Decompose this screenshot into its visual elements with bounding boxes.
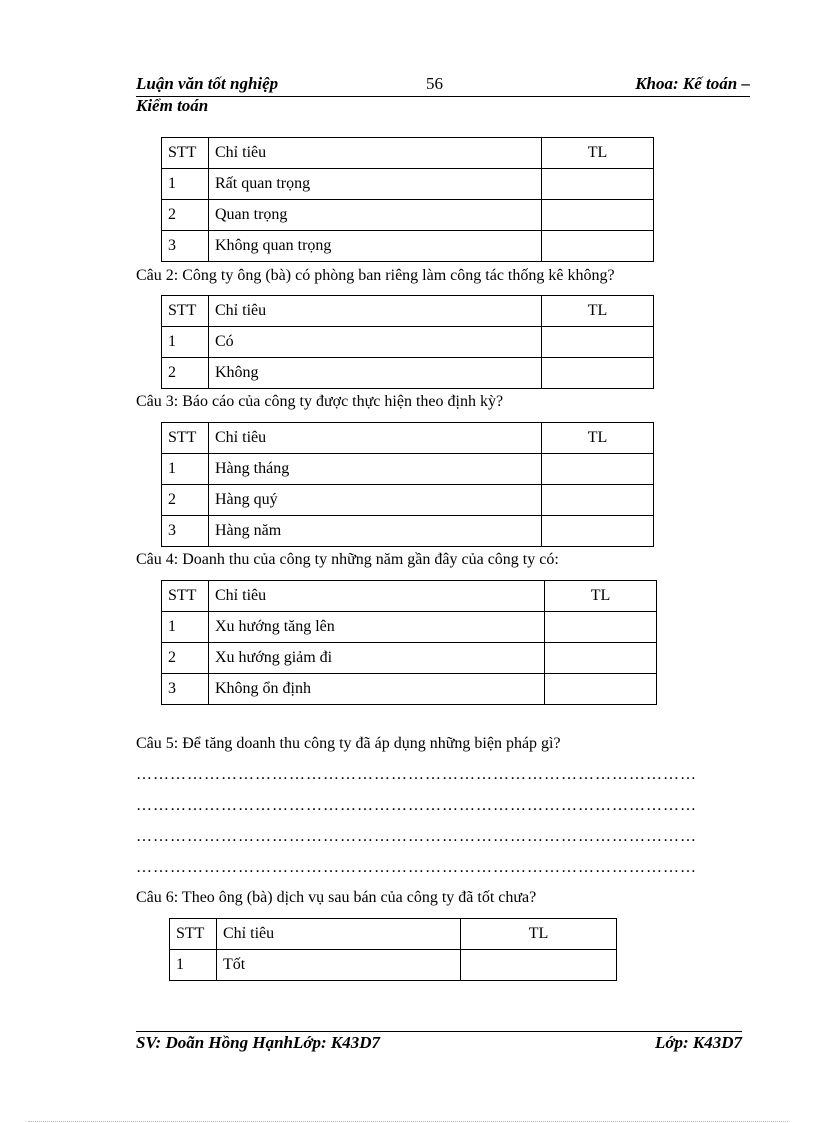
header-rule	[136, 96, 750, 97]
table-q4	[161, 580, 657, 705]
table-header-row	[162, 581, 657, 612]
header-stt: STT	[162, 423, 209, 454]
footer-rule	[136, 1031, 742, 1032]
cell-chi-tieu: Không ổn định	[209, 674, 545, 705]
cell-chi-tieu: Rất quan trọng	[209, 169, 542, 200]
question-5: Câu 5: Để tăng doanh thu công ty đã áp dụng những biện pháp gì?	[136, 735, 561, 752]
header-chi-tieu: Chỉ tiêu	[209, 138, 542, 169]
header-tl: TL	[542, 423, 654, 454]
table-row	[162, 169, 654, 200]
cell-stt: 2	[162, 358, 209, 389]
cell-stt: 1	[162, 612, 209, 643]
answer-line[interactable]: ………………………………………………………………………………………	[136, 859, 697, 876]
cell-stt: 2	[162, 485, 209, 516]
question-3: Câu 3: Báo cáo của công ty được thực hiện theo định kỳ?	[136, 393, 504, 410]
cell-chi-tieu: Hàng năm	[209, 516, 542, 547]
table-q6	[169, 918, 617, 981]
table-row	[162, 327, 654, 358]
table-q2	[161, 295, 654, 389]
header-chi-tieu: Chỉ tiêu	[209, 423, 542, 454]
cell-chi-tieu: Không	[209, 358, 542, 389]
cell-tl[interactable]	[545, 643, 657, 674]
table-row	[162, 516, 654, 547]
cell-stt: 2	[162, 200, 209, 231]
cell-tl[interactable]	[542, 516, 654, 547]
header-department: Khoa: Kế toán –	[635, 74, 750, 93]
table-header-row	[162, 138, 654, 169]
cell-chi-tieu: Không quan trọng	[209, 231, 542, 262]
header-stt: STT	[162, 296, 209, 327]
cell-chi-tieu: Xu hướng tăng lên	[209, 612, 545, 643]
header-tl: TL	[542, 296, 654, 327]
table-header-row	[162, 296, 654, 327]
footer-student: SV: Doãn Hồng HạnhLớp: K43D7	[136, 1033, 381, 1052]
table-row	[170, 950, 617, 981]
answer-line[interactable]: ………………………………………………………………………………………	[136, 797, 697, 814]
cell-chi-tieu: Có	[209, 327, 542, 358]
answer-line[interactable]: ………………………………………………………………………………………	[136, 766, 697, 783]
cell-tl[interactable]	[542, 200, 654, 231]
table-row	[162, 485, 654, 516]
table-q3	[161, 422, 654, 547]
cell-stt: 3	[162, 516, 209, 547]
cell-tl[interactable]	[461, 950, 617, 981]
cell-stt: 1	[162, 327, 209, 358]
cell-tl[interactable]	[545, 612, 657, 643]
table-row	[162, 643, 657, 674]
header-chi-tieu: Chỉ tiêu	[217, 919, 461, 950]
question-4: Câu 4: Doanh thu của công ty những năm gần đây của công ty có:	[136, 551, 559, 568]
question-2: Câu 2: Công ty ông (bà) có phòng ban riêng làm công tác thống kê không?	[136, 267, 615, 284]
header-tl: TL	[542, 138, 654, 169]
cell-stt: 1	[162, 169, 209, 200]
header-chi-tieu: Chỉ tiêu	[209, 296, 542, 327]
cell-chi-tieu: Hàng quý	[209, 485, 542, 516]
header-title: Luận văn tốt nghiệp	[136, 74, 279, 93]
table-row	[162, 454, 654, 485]
cell-stt: 1	[170, 950, 217, 981]
footer-class: Lớp: K43D7	[654, 1033, 742, 1052]
question-6: Câu 6: Theo ông (bà) dịch vụ sau bán của công ty đã tốt chưa?	[136, 889, 537, 906]
cell-tl[interactable]	[542, 327, 654, 358]
cell-tl[interactable]	[542, 169, 654, 200]
cell-chi-tieu: Tốt	[217, 950, 461, 981]
cell-tl[interactable]	[542, 485, 654, 516]
header-tl: TL	[545, 581, 657, 612]
cell-tl[interactable]	[542, 454, 654, 485]
cell-chi-tieu: Quan trọng	[209, 200, 542, 231]
table-row	[162, 358, 654, 389]
header-department-cont: Kiểm toán	[136, 96, 209, 115]
cell-tl[interactable]	[542, 358, 654, 389]
cell-stt: 2	[162, 643, 209, 674]
header-stt: STT	[162, 138, 209, 169]
cell-stt: 3	[162, 231, 209, 262]
page-number: 56	[426, 74, 443, 93]
cell-tl[interactable]	[545, 674, 657, 705]
table-row	[162, 231, 654, 262]
table-row	[162, 200, 654, 231]
table-row	[162, 612, 657, 643]
header-tl: TL	[461, 919, 617, 950]
cell-stt: 3	[162, 674, 209, 705]
header-stt: STT	[162, 581, 209, 612]
cell-chi-tieu: Xu hướng giảm đi	[209, 643, 545, 674]
header-chi-tieu: Chỉ tiêu	[209, 581, 545, 612]
answer-line[interactable]: ………………………………………………………………………………………	[136, 828, 697, 845]
table-row	[162, 674, 657, 705]
table-header-row	[170, 919, 617, 950]
page-bottom-dotted-line	[28, 1121, 788, 1122]
table-q1	[161, 137, 654, 262]
cell-tl[interactable]	[542, 231, 654, 262]
cell-stt: 1	[162, 454, 209, 485]
cell-chi-tieu: Hàng tháng	[209, 454, 542, 485]
header-stt: STT	[170, 919, 217, 950]
table-header-row	[162, 423, 654, 454]
